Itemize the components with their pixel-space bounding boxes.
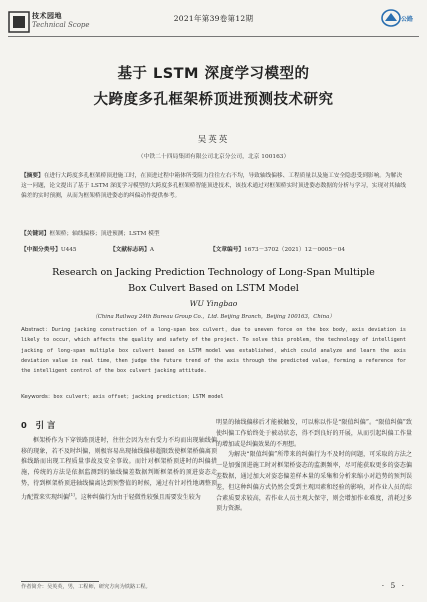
footnote: 作者简介：吴英英，男，工程师，研究方向为铁路工程。 [21, 584, 151, 590]
keywords-cn [21, 228, 406, 237]
doc-code-label: 【文献标志码】 [110, 247, 150, 253]
abstract-cn [21, 171, 406, 202]
article-id-label: 【文章编号】 [210, 247, 245, 253]
abstract-cn-label: 【摘要】 [21, 173, 44, 179]
keywords-en [21, 392, 406, 400]
abstract-en-label: Abstract： [21, 327, 52, 333]
page-number: · 5 · [381, 581, 406, 590]
body-paragraph [21, 436, 217, 504]
body-paragraph: 明显的轴线偏移后才能被触发，可以称以作是“限值纠偏”。“限值纠偏”致使纠偏工作始终处于被动状态，得不到良好的开展，从而引起纠偏工作量的增加或是纠偏效果的不理想。 [216, 419, 412, 448]
body-column-right [216, 418, 412, 515]
doc-code-value: A [149, 247, 154, 253]
clc-label: 【中图分类号】 [21, 247, 61, 253]
keywords-en-text: box culvert；axis offset；jacking prediction；LSTM model [53, 394, 224, 400]
keywords-cn-text: 框架桥；轴线偏移；顶进预测；LSTM 模型 [49, 231, 160, 237]
body-text: 框架桥作为下穿铁路顶进时，往往会因为左右受力不均而出现轴线偏移的现象，若不及时纠偏，则极容易出现轴线偏移超限致使框架桥偏离顶推线路而出现工程质量事故及安全事故。而针对框架桥顶进时的纠偏措施，传统的方法是依据监测到的轴线偏差数据判断框架桥的顶进姿态走势，待到框架桥顶进轴线偏离达到预警值的时候，通过有针对性地调整顶力配置来实现纠偏 [21, 436, 217, 501]
page-header [8, 8, 419, 34]
document-code [110, 244, 154, 253]
title-en-line-1: Research on Jacking Prediction Technology of Long-Span Multiple [52, 267, 375, 278]
clc-value: U445 [60, 247, 77, 253]
header-rule [8, 36, 419, 37]
footnote-rule [21, 581, 99, 582]
author-cn: 吴英英 [197, 135, 230, 145]
title-en-line-2: Box Culvert Based on LSTM Model [128, 283, 299, 294]
issue-info: 2021年第39卷第12期 [173, 14, 254, 23]
body-text: 。这种纠偏行为由于轻微性较强且需要发生较为 [74, 493, 201, 501]
abstract-en-text: During jacking construction of a long-span box culvert，due to uneven force on the box body，axis deviation is likely to occur，which affects the quality and safety of the project. To solve this problem，the technology of intelligent jacking of long-span multiple box culvert based on LSTM model was established，which could analyze and learn the axis deviation value in real time，then judge the future trend of the axis through the predicted value，forming a reference for the intelligent control of the box culvert jacking attitude. [21, 327, 407, 375]
publisher-logo [381, 9, 415, 27]
journal-name-cn: 技术园地 [32, 12, 62, 20]
body-paragraph: 为解决“限值纠偏”所带来的纠偏行为不及时的问题，可采取的方法之一是加强顶进施工时对框架桥姿态的监测频率，尽可能获取更多的姿态偏差数据，通过加大对姿态偏差样本量的采集和分析来缩小对趋势的预判误差，但这种纠偏方式仍然会受到主观因素和经验的影响，对作业人员的综合素质要求较高，若作业人员主观大保守，则会增加作业难度，消耗过多顶力资源。 [216, 451, 412, 513]
body-column-left [21, 420, 217, 504]
article-id-value: 1673－3702（2021）12－0005－04 [244, 247, 345, 253]
author-en: WU Yingbao [189, 299, 238, 308]
article-id [210, 244, 345, 253]
abstract-en [21, 325, 406, 376]
keywords-en-label: Keywords： [21, 394, 54, 400]
clc-number [21, 244, 76, 253]
title-cn-line-2: 大跨度多孔框架桥顶进预测技术研究 [93, 92, 334, 108]
affiliation-en: （China Railway 24th Bureau Group Co.，Ltd. Beijing Branch，Beijing 100163，China） [92, 314, 335, 320]
affiliation-cn: （中铁二十四局集团有限公司北京分公司，北京 100163） [137, 154, 290, 160]
keywords-cn-label: 【关键词】 [21, 231, 50, 237]
svg-text:公路: 公路 [401, 16, 414, 23]
title-cn-line-1: 基于 LSTM 深度学习模型的 [117, 66, 310, 82]
abstract-cn-text: 在进行大跨度多孔框架桥顶进施工时，在顶进过程中箱体所受阻力往往左右不均，导致轴线偏移、工程质量以及施工安全隐患受到影响。为解决这一问题，论文提出了基于 LSTM 深度学习模型的大跨度多孔框架桥智能顶进技术，该技术通过对框架桥实时顶进姿态数据的分析与学习，实现对其轴线偏差的实时预测，从而为框架桥顶进姿态的纠偏动作提供参考。 [21, 173, 406, 200]
section-heading: 0 引言 [21, 420, 59, 430]
journal-name-en: Technical Scope [32, 21, 90, 29]
citation-mark: [1] [69, 491, 75, 497]
